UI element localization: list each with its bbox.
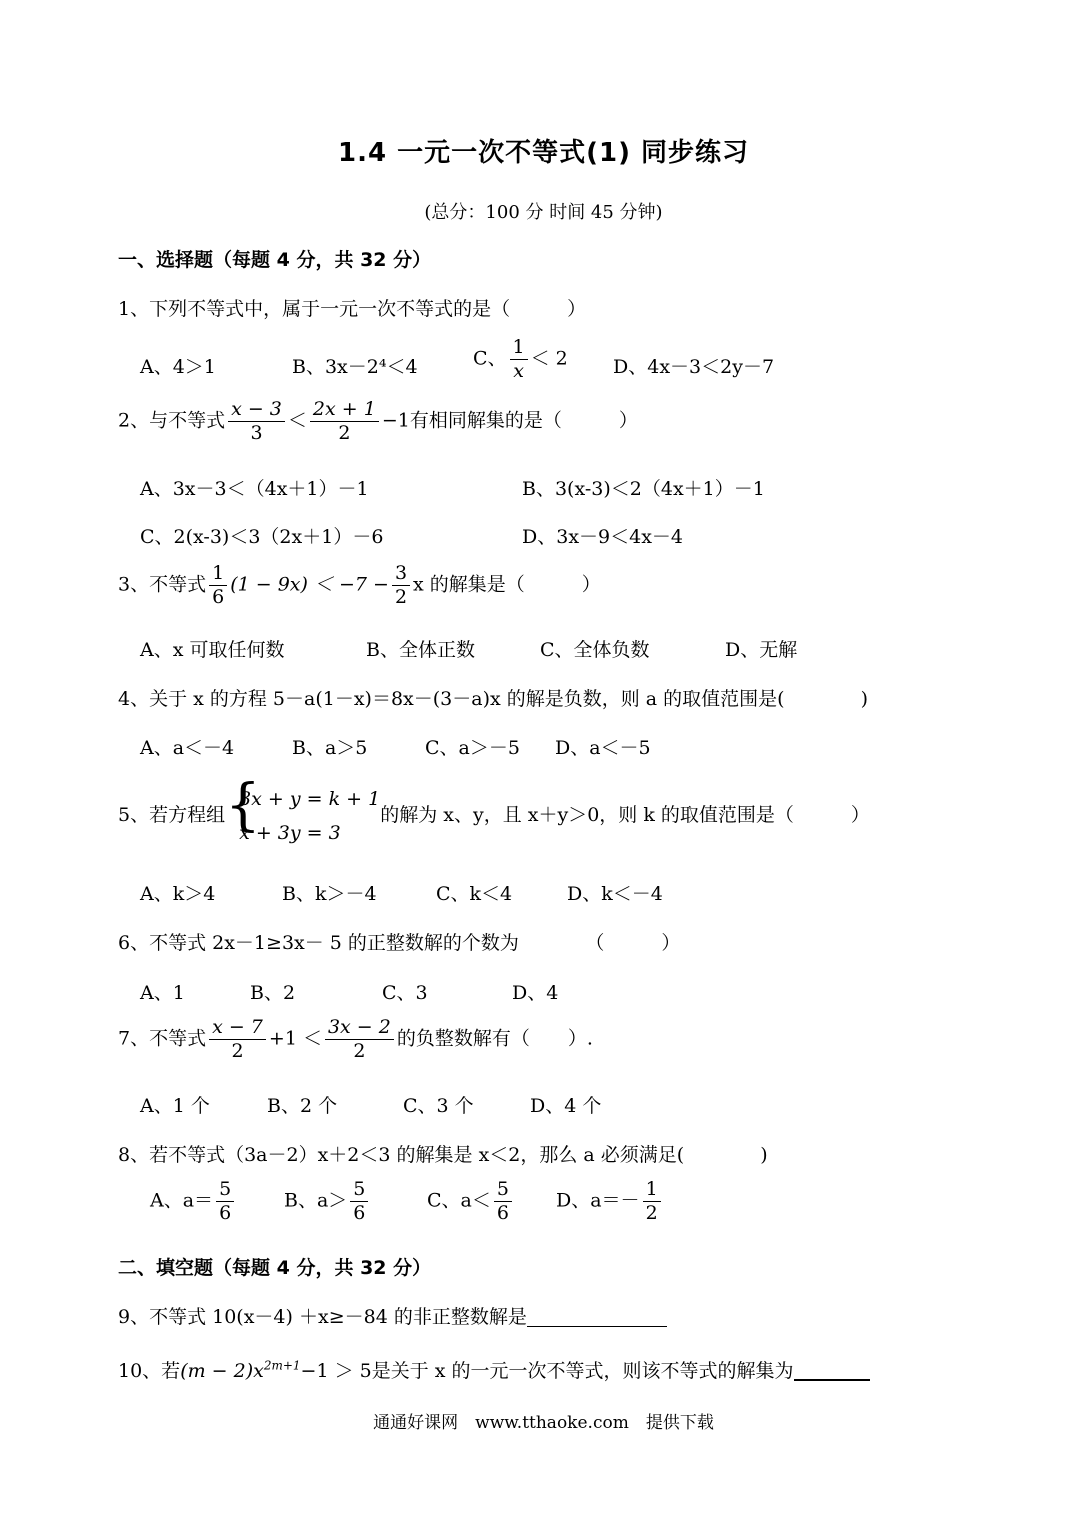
q1-option-d: D、4x－3＜2y－7 [613,356,775,378]
fraction-numerator: 3 [392,562,410,586]
q3-option-a: A、x 可取任何数 [140,639,285,661]
q10-prefix: 10、若 [118,1360,181,1382]
question-8-stem: 8、若不等式（3a－2）x＋2＜3 的解集是 x＜2，那么 a 必须满足( ) [118,1144,768,1166]
fraction-numerator: 1 [510,336,528,360]
q5-prefix: 5、若方程组 [118,804,226,827]
fraction-denominator: 6 [212,585,225,608]
q2-option-b: B、3(x-3)＜2（4x＋1）－1 [522,478,765,500]
q7-option-b: B、2 个 [267,1095,338,1117]
q9-text: 9、不等式 10(x－4) ＋x≥－84 的非正整数解是 [118,1306,527,1328]
page-title: 1.4 一元一次不等式(1) 同步练习 [337,138,750,168]
fraction-numerator: 5 [350,1178,368,1202]
q5-option-a: A、k＞4 [140,883,216,905]
q2-option-a: A、3x－3＜（4x＋1）－1 [140,478,369,500]
q8-option-d-label: D、a＝－ [556,1189,640,1212]
question-9-stem [118,1302,667,1329]
q5-option-d: D、k＜－4 [567,883,663,905]
fraction-numerator: 1 [643,1178,661,1202]
q3-prefix: 3、不等式 [118,573,207,596]
q7-option-c: C、3 个 [403,1095,474,1117]
q6-option-b: B、2 [250,982,296,1004]
fraction-denominator: x [513,359,524,382]
question-4-stem: 4、关于 x 的方程 5－a(1－x)＝8x－(3－a)x 的解是负数，则 a 的取值范围是( ) [118,688,869,710]
brace-icon: { [225,773,261,838]
q5-equation-2: x + 3y = 3 [239,822,341,845]
question-1-options [140,336,940,396]
q6-option-a: A、1 [140,982,185,1004]
question-7-stem [118,1016,593,1063]
q3-middle-expression: (1 − 9x) ＜ −7 − [230,573,389,596]
fraction-denominator: 2 [353,1039,366,1062]
q4-option-b: B、a＞5 [292,737,368,759]
q2-prefix: 2、与不等式 [118,409,226,432]
q5-suffix: 的解为 x、y，且 x＋y＞0，则 k 的取值范围是（ ） [380,804,870,827]
q8-option-c-label: C、a＜ [427,1189,491,1212]
question-6-stem: 6、不等式 2x－1≥3x－ 5 的正整数解的个数为 （ ） [118,932,681,954]
q8-option-c-fraction [494,1178,512,1225]
q4-option-a: A、a＜－4 [140,737,235,759]
q5-equation-1: 3x + y = k + 1 [239,788,381,810]
q7-prefix: 7、不等式 [118,1027,207,1050]
q1-option-a: A、4＞1 [140,356,216,378]
q7-option-a: A、1 个 [140,1095,210,1117]
fraction-denominator: 6 [219,1201,232,1224]
fraction-denominator: 3 [250,421,263,444]
q4-option-d: D、a＜－5 [555,737,651,759]
fraction-denominator: 2 [231,1039,244,1062]
question-3-stem [118,562,601,609]
q9-answer-blank[interactable] [527,1306,667,1327]
q3-option-d: D、无解 [725,639,798,661]
fraction-numerator: x − 3 [228,398,285,422]
q1-option-b: B、3x－2⁴＜4 [292,356,418,378]
q10-answer-blank[interactable] [794,1359,870,1381]
q7-suffix: 的负整数解有（ ）. [396,1027,593,1050]
q10-inequality: −1 ＞ 5 [300,1360,372,1382]
q3-option-c: C、全体负数 [540,639,650,661]
fraction-numerator: 3x − 2 [325,1016,394,1040]
q2-suffix: −1有相同解集的是（ ） [381,409,638,432]
q8-option-a-fraction [216,1178,234,1225]
q3-option-b: B、全体正数 [366,639,475,661]
fraction-numerator: x − 7 [209,1016,266,1040]
q7-fraction-2 [325,1016,394,1063]
page-subtitle: (总分：100 分 时间 45 分钟) [424,202,663,223]
q2-fraction-2 [310,398,379,445]
question-10-stem [118,1356,870,1383]
q2-operator: ＜ [287,409,307,432]
q5-option-b: B、k＞－4 [282,883,377,905]
fraction-numerator: 5 [494,1178,512,1202]
fraction-denominator: 6 [353,1201,366,1224]
q3-fraction-2 [392,562,410,609]
q8-option-d [556,1178,664,1225]
q3-suffix: x 的解集是（ ） [413,573,601,596]
fraction-numerator: 2x + 1 [310,398,379,422]
fraction-numerator: 1 [209,562,227,586]
q8-option-b-fraction [350,1178,368,1225]
q8-option-d-fraction [643,1178,661,1225]
section-heading-fill-in: 二、填空题（每题 4 分，共 32 分） [118,1257,432,1279]
q7-option-d: D、4 个 [530,1095,602,1117]
q2-fraction-1 [228,398,285,445]
q7-operator: +1 ＜ [268,1027,322,1050]
q10-exponent: 2m+1 [263,1358,301,1373]
q1-option-c-rhs: ＜ 2 [530,347,568,370]
fraction-denominator: 6 [496,1201,509,1224]
q4-option-c: C、a＞－5 [425,737,520,759]
q2-option-c: C、2(x-3)＜3（2x＋1）－6 [140,526,384,548]
page-footer: 通通好课网 www.tthaoke.com 提供下载 [373,1413,714,1433]
question-2-stem [118,398,638,445]
q10-suffix: 是关于 x 的一元一次不等式，则该不等式的解集为 [371,1360,794,1382]
question-5-stem [118,773,870,850]
q8-option-b-label: B、a＞ [284,1189,348,1212]
fraction-denominator: 2 [338,421,351,444]
q1-option-c-fraction [510,336,528,383]
q8-option-b [284,1178,371,1225]
question-1-stem: 1、下列不等式中，属于一元一次不等式的是（ ） [118,298,587,320]
q5-option-c: C、k＜4 [436,883,513,905]
fraction-denominator: 2 [645,1201,658,1224]
section-heading-choice: 一、选择题（每题 4 分，共 32 分） [118,249,432,271]
q1-option-c-label: C、 [473,347,507,370]
q2-option-d: D、3x－9＜4x－4 [522,526,684,548]
q5-equation-system [225,773,381,850]
q6-option-c: C、3 [382,982,428,1004]
fraction-numerator: 5 [216,1178,234,1202]
q8-option-c [427,1178,515,1225]
q8-option-a [150,1178,237,1225]
q6-option-d: D、4 [512,982,559,1004]
q10-expression: (m − 2)x [180,1360,264,1382]
q7-fraction-1 [209,1016,266,1063]
q3-fraction-1 [209,562,227,609]
q1-option-c [473,336,568,383]
fraction-denominator: 2 [394,585,408,608]
q8-option-a-label: A、a＝ [150,1189,214,1212]
